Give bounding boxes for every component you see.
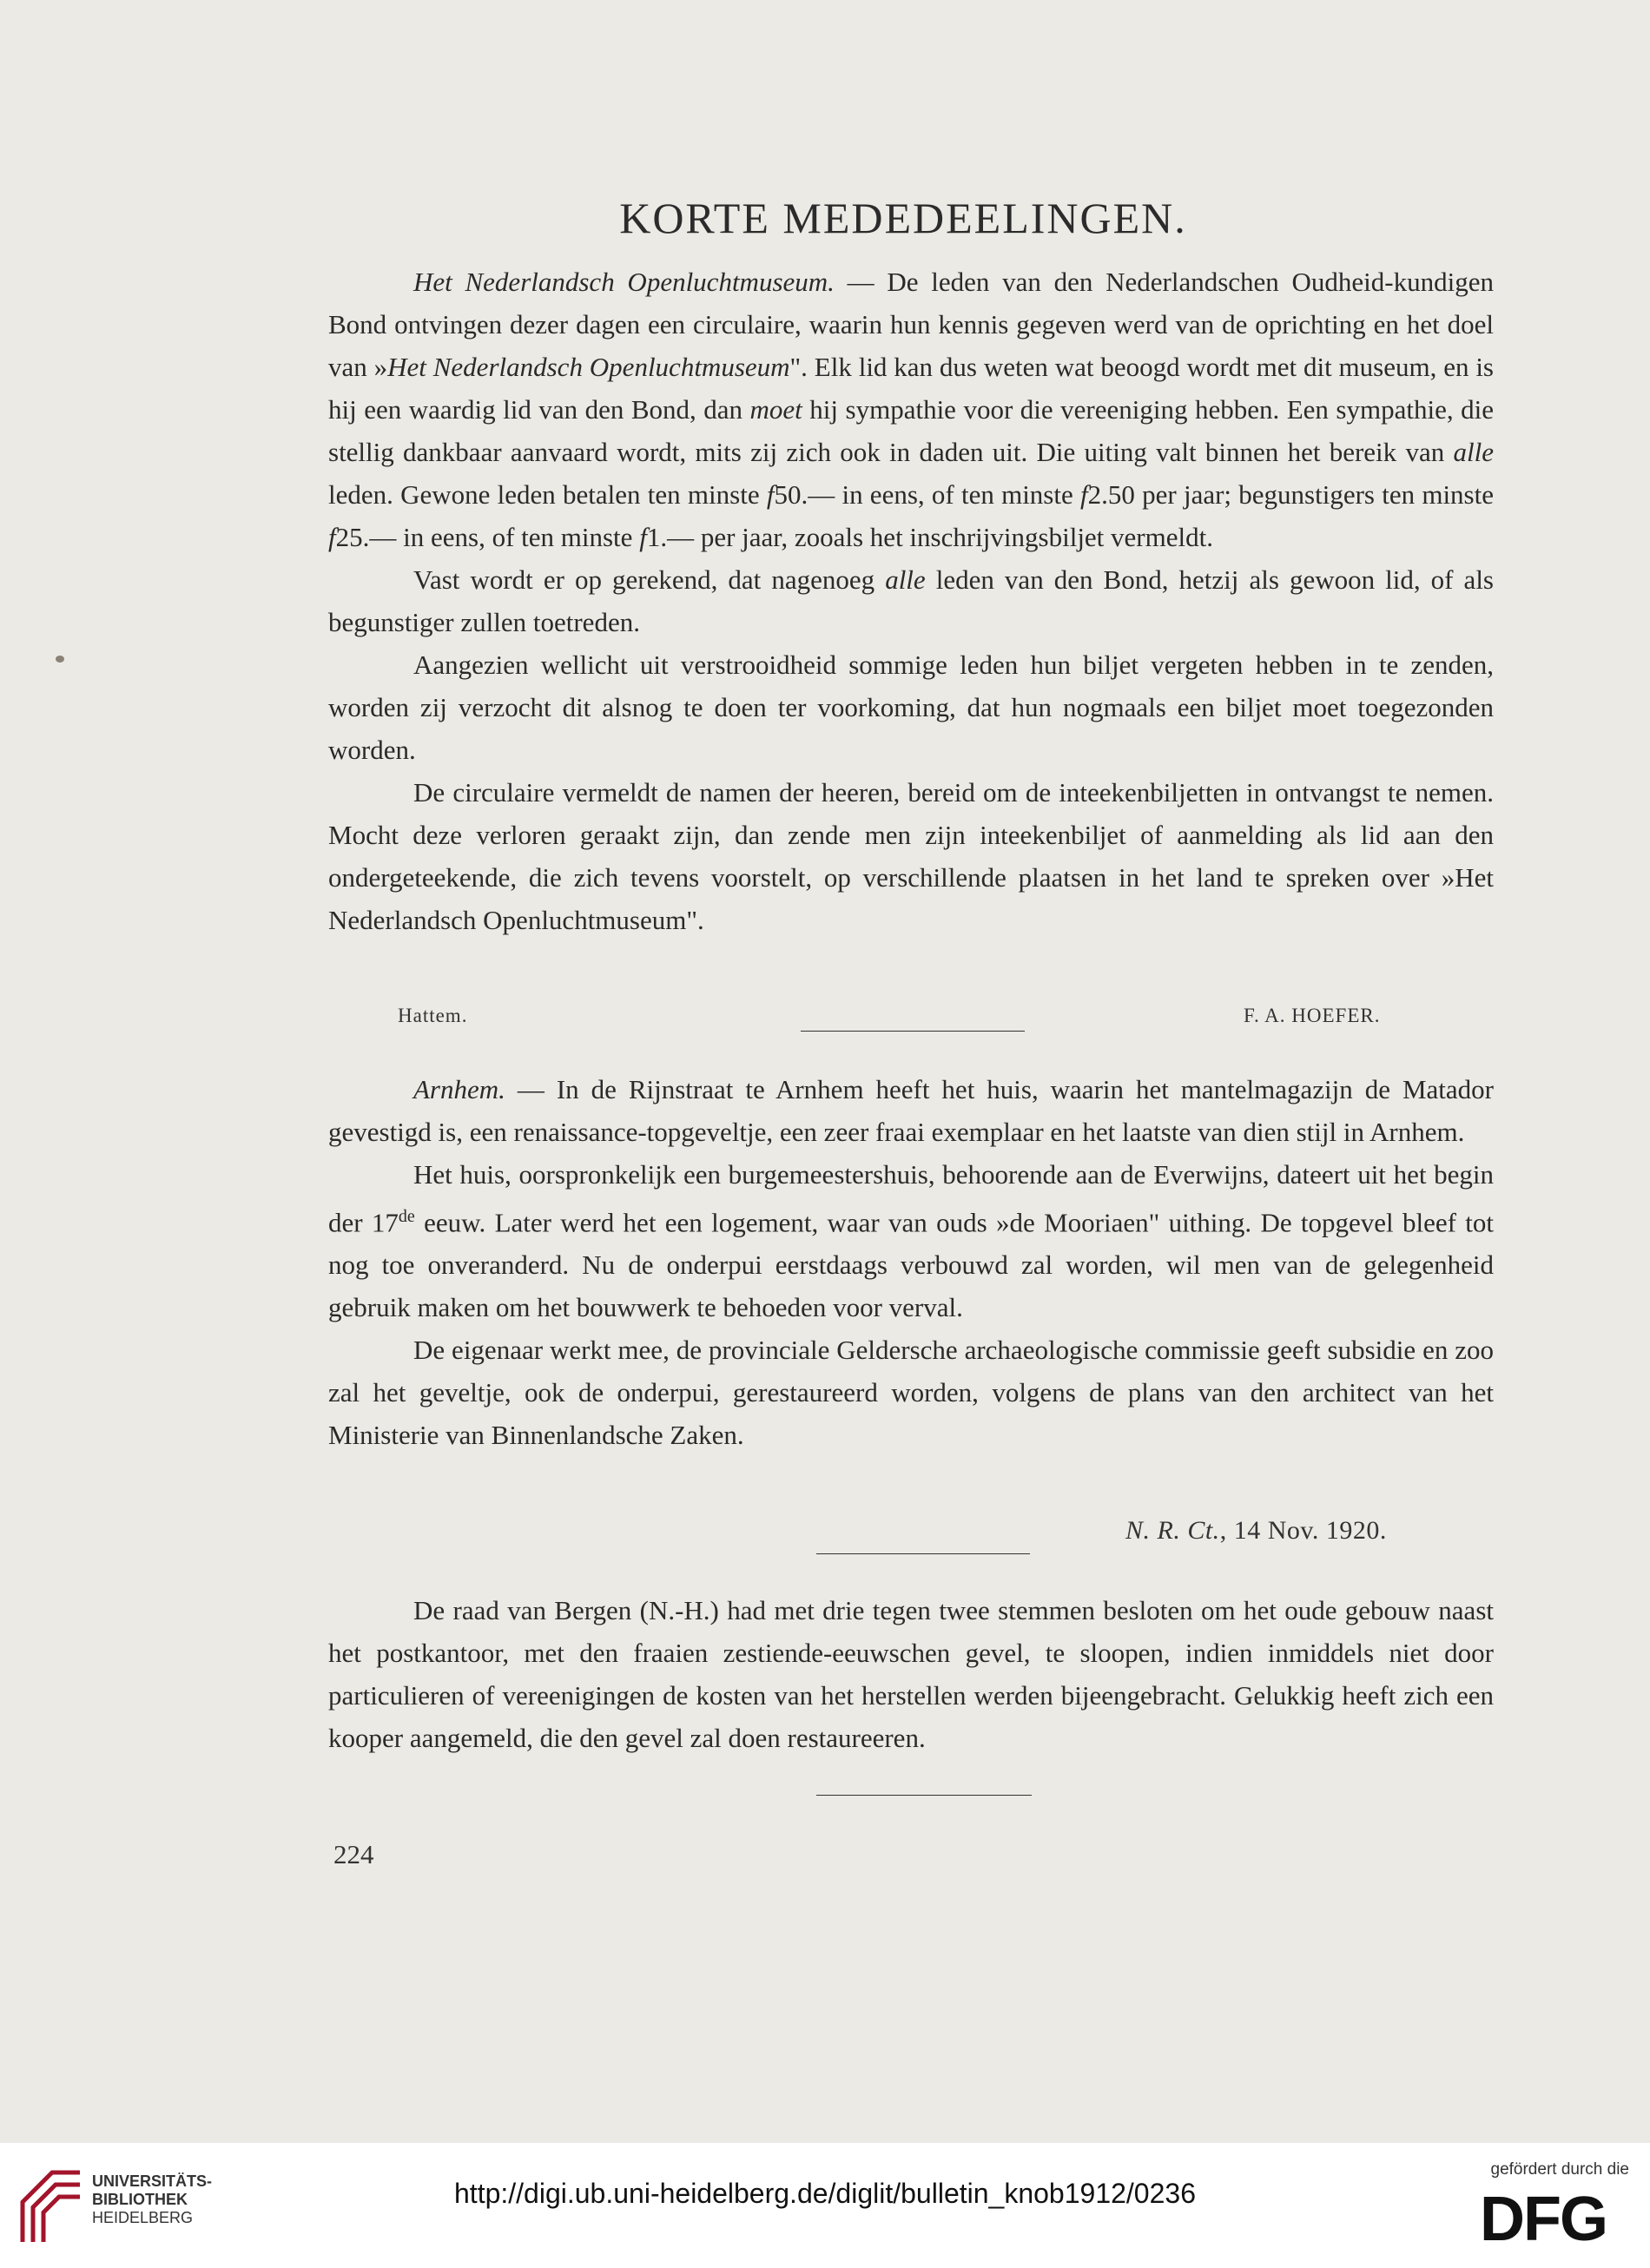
- section-divider: [816, 1553, 1030, 1554]
- page-number: 224: [333, 1839, 374, 1869]
- paragraph: Vast wordt er op gerekend, dat nagenoeg alle leden van den Bond, hetzij als gewoon lid, of als begunstiger zullen toetreden.: [328, 564, 1494, 637]
- paragraph: Aangezien wellicht uit verstrooidheid sommige leden hun biljet vergeten hebben in te zenden, worden zij verzocht dit alsnog te doen ter voorkoming, dat hun nogmaals een biljet moet toegezonden worden.: [328, 649, 1494, 765]
- footer-bar: [0, 2143, 1650, 2268]
- section-openluchtmuseum: [328, 260, 1494, 941]
- section-bergen: [328, 1589, 1494, 1759]
- paragraph: De raad van Bergen (N.-H.) had met drie tegen twee stemmen besloten om het oude gebouw naast het postkantoor, met den fraaien zestiende-eeuwschen gevel, te sloopen, indien inmiddels niet door particulieren of vereenigingen de kosten van het herstellen werden bijeengebracht. Gelukkig heeft zich een kooper aangemeld, die den gevel zal doen restaureeren.: [328, 1595, 1494, 1753]
- paragraph: De eigenaar werkt mee, de provinciale Geldersche archaeologische commissie geeft subsidie en zoo zal het geveltje, ook de onderpui, gerestaureerd worden, volgens de plans van den architect van het Ministerie van Binnenlandsche Zaken.: [328, 1335, 1494, 1451]
- section-divider: [801, 1031, 1025, 1032]
- section-divider: [816, 1795, 1032, 1796]
- funding-label: gefördert durch die: [1490, 2160, 1629, 2179]
- permalink-url[interactable]: http://digi.ub.uni-heidelberg.de/diglit/bulletin_knob1912/0236: [454, 2178, 1196, 2209]
- article-title: Arnhem.: [413, 1074, 505, 1104]
- library-name: UNIVERSITÄTS- BIBLIOTHEK HEIDELBERG: [92, 2172, 213, 2226]
- signature-place: Hattem.: [398, 1005, 468, 1026]
- paragraph: De circulaire vermeldt de namen der heeren, bereid om de inteekenbiljetten in ontvangst te nemen. Mocht deze verloren geraakt zijn, dan zende men zijn inteekenbiljet of aanmelding als lid aan den ondergeteekende, die zich tevens voorstelt, op verschillende plaatsen in het land te spreken over »Het Nederlandsch Openluchtmuseum".: [328, 777, 1494, 935]
- paragraph: Het Nederlandsch Openluchtmuseum. — De leden van den Nederlandschen Oudheid-kundigen Bond ontvingen dezer dagen een circulaire, waarin hun kennis gegeven werd van de oprichting en het doel van »Het Nederlandsch Openluchtmuseum". Elk lid kan dus weten wat beoogd wordt met dit museum, en is hij een waardig lid van den Bond, dan moet hij sympathie voor die vereeniging hebben. Een sympathie, die stellig dankbaar aanvaard wordt, mits zij zich ook in daden uit. Die uiting valt binnen het bereik van alle leden. Gewone leden betalen ten minste f50.— in eens, of ten minste f2.50 per jaar; begunstigers ten minste f25.— in eens, of ten minste f1.— per jaar, zooals het inschrijvingsbiljet vermeldt.: [328, 267, 1494, 552]
- paper-speck: [56, 656, 64, 663]
- dfg-logo-icon: [1480, 2188, 1626, 2247]
- svg-text:DFG: DFG: [1480, 2188, 1607, 2247]
- article-title: Het Nederlandsch Openluchtmuseum.: [413, 267, 835, 297]
- signature-author: F. A. HOEFER.: [1244, 1005, 1381, 1026]
- section-arnhem: [328, 1068, 1494, 1456]
- paragraph: Arnhem. — In de Rijnstraat te Arnhem heeft het huis, waarin het mantelmagazijn de Matador gevestigd is, een renaissance-topgeveltje, een zeer fraai exemplaar en het laatste van dien stijl in Arnhem.: [328, 1074, 1494, 1147]
- page-title: KORTE MEDEDEELINGEN.: [619, 194, 1187, 242]
- paragraph: Het huis, oorspronkelijk een burgemeestershuis, behoorende aan de Everwijns, dateert uit het begin der 17de eeuw. Later werd het een logement, waar van ouds »de Mooriaen" uithing. De topgevel bleef tot nog toe onveranderd. Nu de onderpui eerstdaags verbouwd zal worden, wil men van de gelegenheid gebruik maken om het bouwwerk te behoeden voor verval.: [328, 1159, 1494, 1323]
- source-citation: N. R. Ct., 14 Nov. 1920.: [1125, 1516, 1387, 1545]
